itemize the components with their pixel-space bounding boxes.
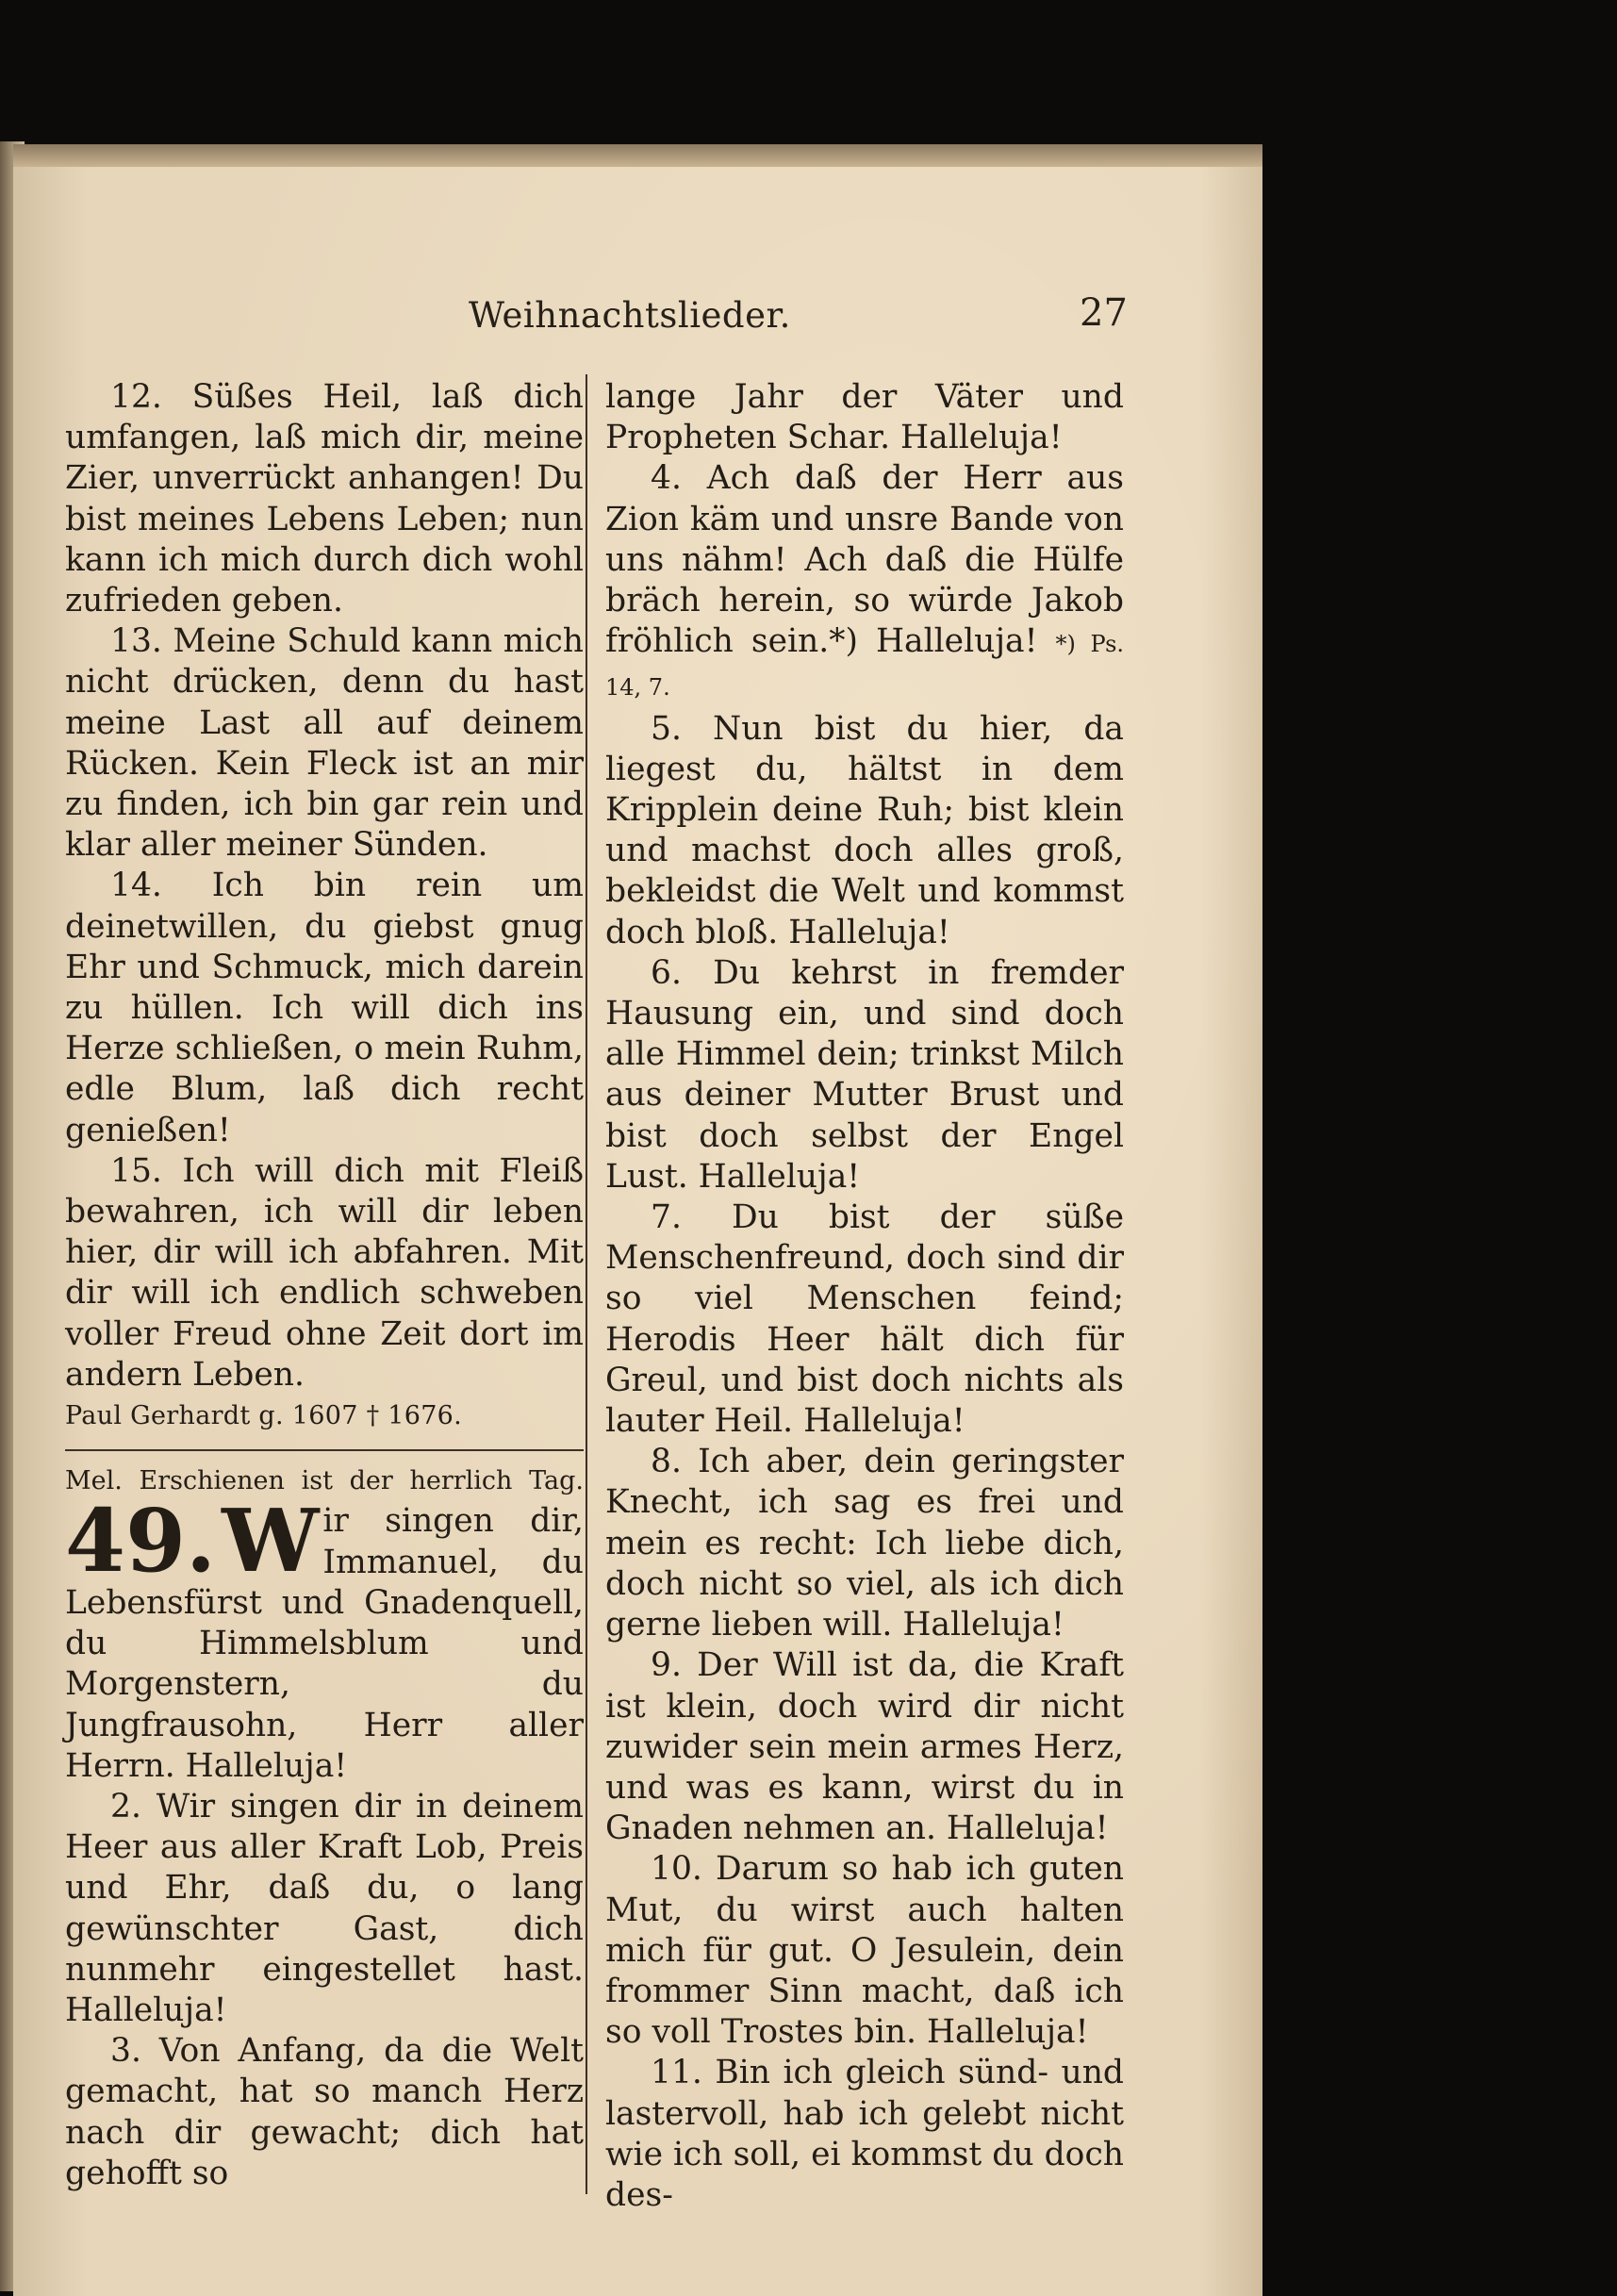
footnote-reference: *) Ps. 14, 7. — [605, 631, 1125, 702]
hymn-49-stanza-11: 11. Bin ich gleich sünd- und lastervoll, hab ich gelebt nicht wie ich soll, ei kommst du doch des- — [605, 2054, 1124, 2214]
stanza-14: 14. Ich bin rein um deinetwillen, du giebst gnug Ehr und Schmuck, mich darein zu hüllen. Ich will dich ins Herze schließen, o mein Ruhm, edle Blum, laß dich recht genießen! — [65, 867, 584, 1149]
hymn-number: 49. — [65, 1490, 217, 1593]
melody-line: Mel. Erschienen ist der herrlich Tag. — [65, 1466, 584, 1496]
column-rule — [586, 374, 587, 2194]
drop-cap: W — [222, 1490, 320, 1593]
hymn-49-stanza-3: 3. Von Anfang, da die Welt gemacht, hat so manch Herz nach dir gewacht; dich hat gehofft so — [65, 2032, 584, 2192]
stanza-13: 13. Meine Schuld kann mich nicht drücken, denn du hast meine Last all auf deinem Rücken. Kein Fleck ist an mir zu finden, ich bin gar rein und klar aller meiner Sünden. — [65, 622, 584, 865]
author-attribution: Paul Gerhardt g. 1607 † 1676. — [65, 1401, 463, 1431]
hymn-49-stanza-4 — [605, 458, 1124, 708]
hymn-49-stanza-3-continued: lange Jahr der Väter und Propheten Schar. Halleluja! — [605, 378, 1124, 457]
section-divider — [65, 1449, 584, 1451]
stanza-4-text: 4. Ach daß der Herr aus Zion käm und unsre Bande von uns nähm! Ach daß die Hülfe bräch herein, so würde Jakob fröhlich sein.*) Halleluja! — [605, 459, 1124, 661]
hymn-49-stanza-8: 8. Ich aber, dein geringster Knecht, ich sag es frei und mein es recht: Ich liebe dich, doch nicht so viel, als ich dich gerne lieben will. Halleluja! — [605, 1443, 1124, 1644]
hymn-49-stanza-5: 5. Nun bist du hier, da liegest du, hältst in dem Kripplein deine Ruh; bist klein und machst doch alles groß, bekleidst die Welt und kommst doch bloß. Halleluja! — [605, 709, 1124, 951]
page-number: 27 — [1080, 291, 1128, 335]
hymn-49-opening — [65, 1490, 584, 1786]
stanza-12: 12. Süßes Heil, laß dich umfangen, laß mich dir, meine Zier, unverrückt anhangen! Du bist meines Lebens Leben; nun kann ich mich durch dich wohl zufrieden geben. — [65, 378, 584, 620]
left-column — [65, 377, 584, 2194]
hymn-49-stanza-9: 9. Der Will ist da, die Kraft ist klein, doch wird dir nicht zuwider sein mein armes Herz, und was es kann, wirst du in Gnaden nehmen an. Halleluja! — [605, 1646, 1124, 1848]
hymn-49-stanza-1: ir singen dir, Immanuel, du Lebensfürst und Gnadenquell, du Himmelsblum und Morgenstern, du Jungfrausohn, Herr aller Herrn. Halleluja! — [65, 1502, 584, 1785]
hymn-49-stanza-6: 6. Du kehrst in fremder Hausung ein, und sind doch alle Himmel dein; trinkst Milch aus deiner Mutter Brust und bist doch selbst der Engel Lust. Halleluja! — [605, 953, 1124, 1196]
running-head: Weihnachtslieder. — [469, 295, 791, 336]
page-top-edge — [13, 144, 1262, 167]
hymn-49-stanza-7: 7. Du bist der süße Menschenfreund, doch sind dir so viel Menschen feind; Herodis Heer hält dich für Greul, und bist doch nichts als lauter Heil. Halleluja! — [605, 1198, 1124, 1441]
hymn-49-stanza-10: 10. Darum so hab ich guten Mut, du wirst auch halten mich für gut. O Jesulein, dein frommer Sinn macht, daß ich so voll Trostes bin. Halleluja! — [605, 1850, 1124, 2052]
stanza-15: 15. Ich will dich mit Fleiß bewahren, ich will dir leben hier, dir will ich abfahren. Mit dir will ich endlich schweben voller Freud ohne Zeit dort im andern Leben. — [65, 1151, 584, 1394]
right-column — [605, 377, 1124, 2216]
book-page — [13, 160, 1262, 2296]
hymn-49-stanza-2: 2. Wir singen dir in deinem Heer aus aller Kraft Lob, Preis und Ehr, daß du, o lang gewünschter Gast, dich nunmehr eingestellet hast. Halleluja! — [65, 1787, 584, 2029]
